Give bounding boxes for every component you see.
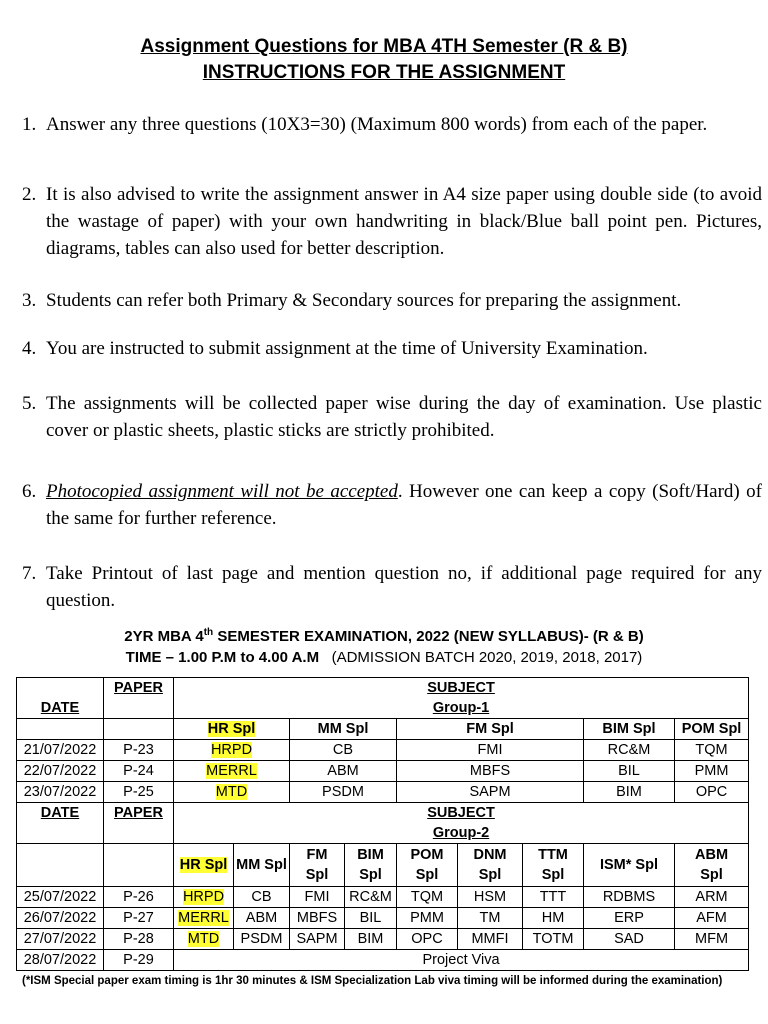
fm-cell: SAPM xyxy=(397,782,584,803)
group1-header: Group-1 xyxy=(174,698,749,719)
fm-cell: MBFS xyxy=(290,908,345,929)
ttm-spl-header xyxy=(523,844,584,887)
exam-heading xyxy=(0,627,768,645)
admission-batch: (ADMISSION BATCH 2020, 2019, 2018, 2017) xyxy=(331,649,643,666)
hr-subject: MERRL xyxy=(206,763,257,779)
instruction-text: The assignments will be collected paper wise during the day of examination. Use plastic cover or plastic sheets, plastic sticks are strictly prohibited. xyxy=(46,393,762,441)
paper-header: PAPER xyxy=(104,678,174,719)
bim-cell: BIL xyxy=(584,761,675,782)
instruction-item xyxy=(22,111,762,138)
table-row xyxy=(17,887,749,908)
footnote: (*ISM Special paper exam timing is 1hr 30 minutes & ISM Specialization Lab viva timing will be informed during the examination) xyxy=(22,975,723,987)
hr-cell xyxy=(174,761,290,782)
instruction-item xyxy=(22,335,762,362)
hr-spl-header xyxy=(174,844,234,887)
dnm-cell: HSM xyxy=(458,887,523,908)
header-line: ISM* Spl xyxy=(599,857,658,873)
instruction-item xyxy=(22,181,762,262)
ism-cell: SAD xyxy=(584,929,675,950)
exam-schedule-table xyxy=(16,677,749,971)
hr-subject: MTD xyxy=(215,784,248,800)
instruction-text: Take Printout of last page and mention question no, if additional page required for any question. xyxy=(46,563,762,611)
ttm-cell: TOTM xyxy=(523,929,584,950)
empty-cell xyxy=(17,719,104,740)
header-line: POM xyxy=(410,847,444,863)
instruction-text: You are instructed to submit assignment at the time of University Examination. xyxy=(46,338,648,359)
table-row xyxy=(17,761,749,782)
exam-heading-sup: th xyxy=(203,627,214,638)
instruction-item xyxy=(22,287,762,314)
instruction-number: 3. xyxy=(22,290,37,311)
date-cell: 23/07/2022 xyxy=(17,782,104,803)
table-row xyxy=(17,929,749,950)
fm-cell: MBFS xyxy=(397,761,584,782)
subject-header: SUBJECT xyxy=(174,803,749,824)
instruction-item xyxy=(22,560,762,614)
header-line: Spl xyxy=(305,867,329,883)
hr-cell xyxy=(174,782,290,803)
date-header: DATE xyxy=(17,803,104,844)
dnm-cell: TM xyxy=(458,908,523,929)
date-cell: 26/07/2022 xyxy=(17,908,104,929)
paper-header: PAPER xyxy=(104,803,174,844)
instruction-emphasis: Photocopied assignment will not be accepted xyxy=(46,481,398,502)
mm-cell: CB xyxy=(290,740,397,761)
date-cell: 22/07/2022 xyxy=(17,761,104,782)
instruction-text: Answer any three questions (10X3=30) (Maximum 800 words) from each of the paper. xyxy=(46,114,708,135)
paper-cell: P-28 xyxy=(104,929,174,950)
header-line: Spl xyxy=(541,867,565,883)
header-line: Spl xyxy=(359,867,382,883)
date-cell: 25/07/2022 xyxy=(17,887,104,908)
mm-cell: PSDM xyxy=(234,929,290,950)
hr-subject: HRPD xyxy=(210,742,253,758)
pom-spl-header xyxy=(397,844,458,887)
date-header: DATE xyxy=(17,678,104,719)
pom-cell: TQM xyxy=(675,740,749,761)
empty-cell xyxy=(104,719,174,740)
pom-cell: TQM xyxy=(397,887,458,908)
header-line: MM Spl xyxy=(236,857,287,873)
bim-cell: RC&M xyxy=(345,887,397,908)
instruction-number: 2. xyxy=(22,184,37,205)
group1-spl-header-row xyxy=(17,719,749,740)
table-row xyxy=(17,950,749,971)
abm-spl-header xyxy=(675,844,749,887)
pom-spl-header: POM Spl xyxy=(675,719,749,740)
document-title: Assignment Questions for MBA 4TH Semester (R & B) xyxy=(140,36,628,57)
mm-spl-header: MM Spl xyxy=(290,719,397,740)
instruction-item xyxy=(22,478,762,532)
instruction-text xyxy=(46,478,762,532)
fm-cell: SAPM xyxy=(290,929,345,950)
dnm-spl-header xyxy=(458,844,523,887)
fm-cell: FMI xyxy=(290,887,345,908)
instruction-number: 1. xyxy=(22,114,37,135)
empty-cell xyxy=(17,844,104,887)
mm-cell: PSDM xyxy=(290,782,397,803)
hr-cell xyxy=(174,908,234,929)
instruction-text: Students can refer both Primary & Secondary sources for preparing the assignment. xyxy=(46,290,682,311)
instruction-item xyxy=(22,390,762,444)
bim-cell: BIL xyxy=(345,908,397,929)
mm-cell: CB xyxy=(234,887,290,908)
mm-spl-header xyxy=(234,844,290,887)
fm-spl-header: FM Spl xyxy=(397,719,584,740)
subject-header: SUBJECT xyxy=(174,678,749,699)
date-cell: 27/07/2022 xyxy=(17,929,104,950)
hr-subject: HRPD xyxy=(182,889,225,905)
instruction-text: It is also advised to write the assignment answer in A4 size paper using double side (to avoid the wastage of paper) with your own handwriting in black/Blue ball point pen. Pictures, diagrams, tables can also used for better description. xyxy=(46,184,762,259)
hr-spl-header xyxy=(174,719,290,740)
group2-spl-header-row xyxy=(17,844,749,887)
paper-cell: P-29 xyxy=(104,950,174,971)
pom-cell: PMM xyxy=(675,761,749,782)
hr-cell xyxy=(174,740,290,761)
bim-spl-header xyxy=(345,844,397,887)
pom-cell: OPC xyxy=(397,929,458,950)
paper-cell: P-25 xyxy=(104,782,174,803)
paper-cell: P-23 xyxy=(104,740,174,761)
paper-cell: P-26 xyxy=(104,887,174,908)
table-row xyxy=(17,740,749,761)
hr-spl-label: HR Spl xyxy=(179,857,228,873)
bim-cell: RC&M xyxy=(584,740,675,761)
table-header-row xyxy=(17,803,749,824)
ttm-cell: TTT xyxy=(523,887,584,908)
hr-spl-label: HR Spl xyxy=(207,721,256,737)
exam-heading-text: 2YR MBA 4 xyxy=(124,628,204,645)
abm-cell: MFM xyxy=(675,929,749,950)
header-line: BIM xyxy=(357,847,384,863)
table-row xyxy=(17,908,749,929)
fm-spl-header xyxy=(290,844,345,887)
mm-cell: ABM xyxy=(290,761,397,782)
abm-cell: ARM xyxy=(675,887,749,908)
exam-heading-text-rest: SEMESTER EXAMINATION, 2022 (NEW SYLLABUS)- (R & B) xyxy=(213,628,644,645)
mm-cell: ABM xyxy=(234,908,290,929)
header-line: ABM xyxy=(695,847,729,863)
bim-cell: BIM xyxy=(345,929,397,950)
instruction-text-rest: . However one can keep a copy (Soft/Hard) of the same for further reference. xyxy=(46,481,762,529)
instruction-number: 5. xyxy=(22,393,37,414)
paper-cell: P-27 xyxy=(104,908,174,929)
empty-cell xyxy=(104,844,174,887)
table-row xyxy=(17,782,749,803)
group2-header: Group-2 xyxy=(174,823,749,844)
pom-cell: PMM xyxy=(397,908,458,929)
header-line: DNM xyxy=(473,847,507,863)
hr-subject: MERRL xyxy=(178,910,229,926)
instruction-number: 7. xyxy=(22,563,37,584)
header-line: Spl xyxy=(415,867,439,883)
header-line: Spl xyxy=(700,867,723,883)
date-cell: 21/07/2022 xyxy=(17,740,104,761)
ttm-cell: HM xyxy=(523,908,584,929)
instruction-number: 4. xyxy=(22,338,37,359)
exam-time-line xyxy=(0,649,768,666)
dnm-cell: MMFI xyxy=(458,929,523,950)
ism-cell: RDBMS xyxy=(584,887,675,908)
table-header-row xyxy=(17,678,749,699)
header-line: Spl xyxy=(478,867,502,883)
fm-cell: FMI xyxy=(397,740,584,761)
paper-cell: P-24 xyxy=(104,761,174,782)
header-line: FM xyxy=(306,847,328,863)
project-viva-cell: Project Viva xyxy=(174,950,749,971)
hr-subject: MTD xyxy=(187,931,220,947)
document-subtitle: INSTRUCTIONS FOR THE ASSIGNMENT xyxy=(202,62,566,83)
bim-spl-header: BIM Spl xyxy=(584,719,675,740)
header-line: TTM xyxy=(538,847,568,863)
exam-time: TIME – 1.00 P.M to 4.00 A.M xyxy=(125,649,320,666)
date-cell: 28/07/2022 xyxy=(17,950,104,971)
bim-cell: BIM xyxy=(584,782,675,803)
ism-spl-header xyxy=(584,844,675,887)
instruction-number: 6. xyxy=(22,481,37,502)
abm-cell: AFM xyxy=(675,908,749,929)
hr-cell xyxy=(174,929,234,950)
hr-cell xyxy=(174,887,234,908)
ism-cell: ERP xyxy=(584,908,675,929)
pom-cell: OPC xyxy=(675,782,749,803)
